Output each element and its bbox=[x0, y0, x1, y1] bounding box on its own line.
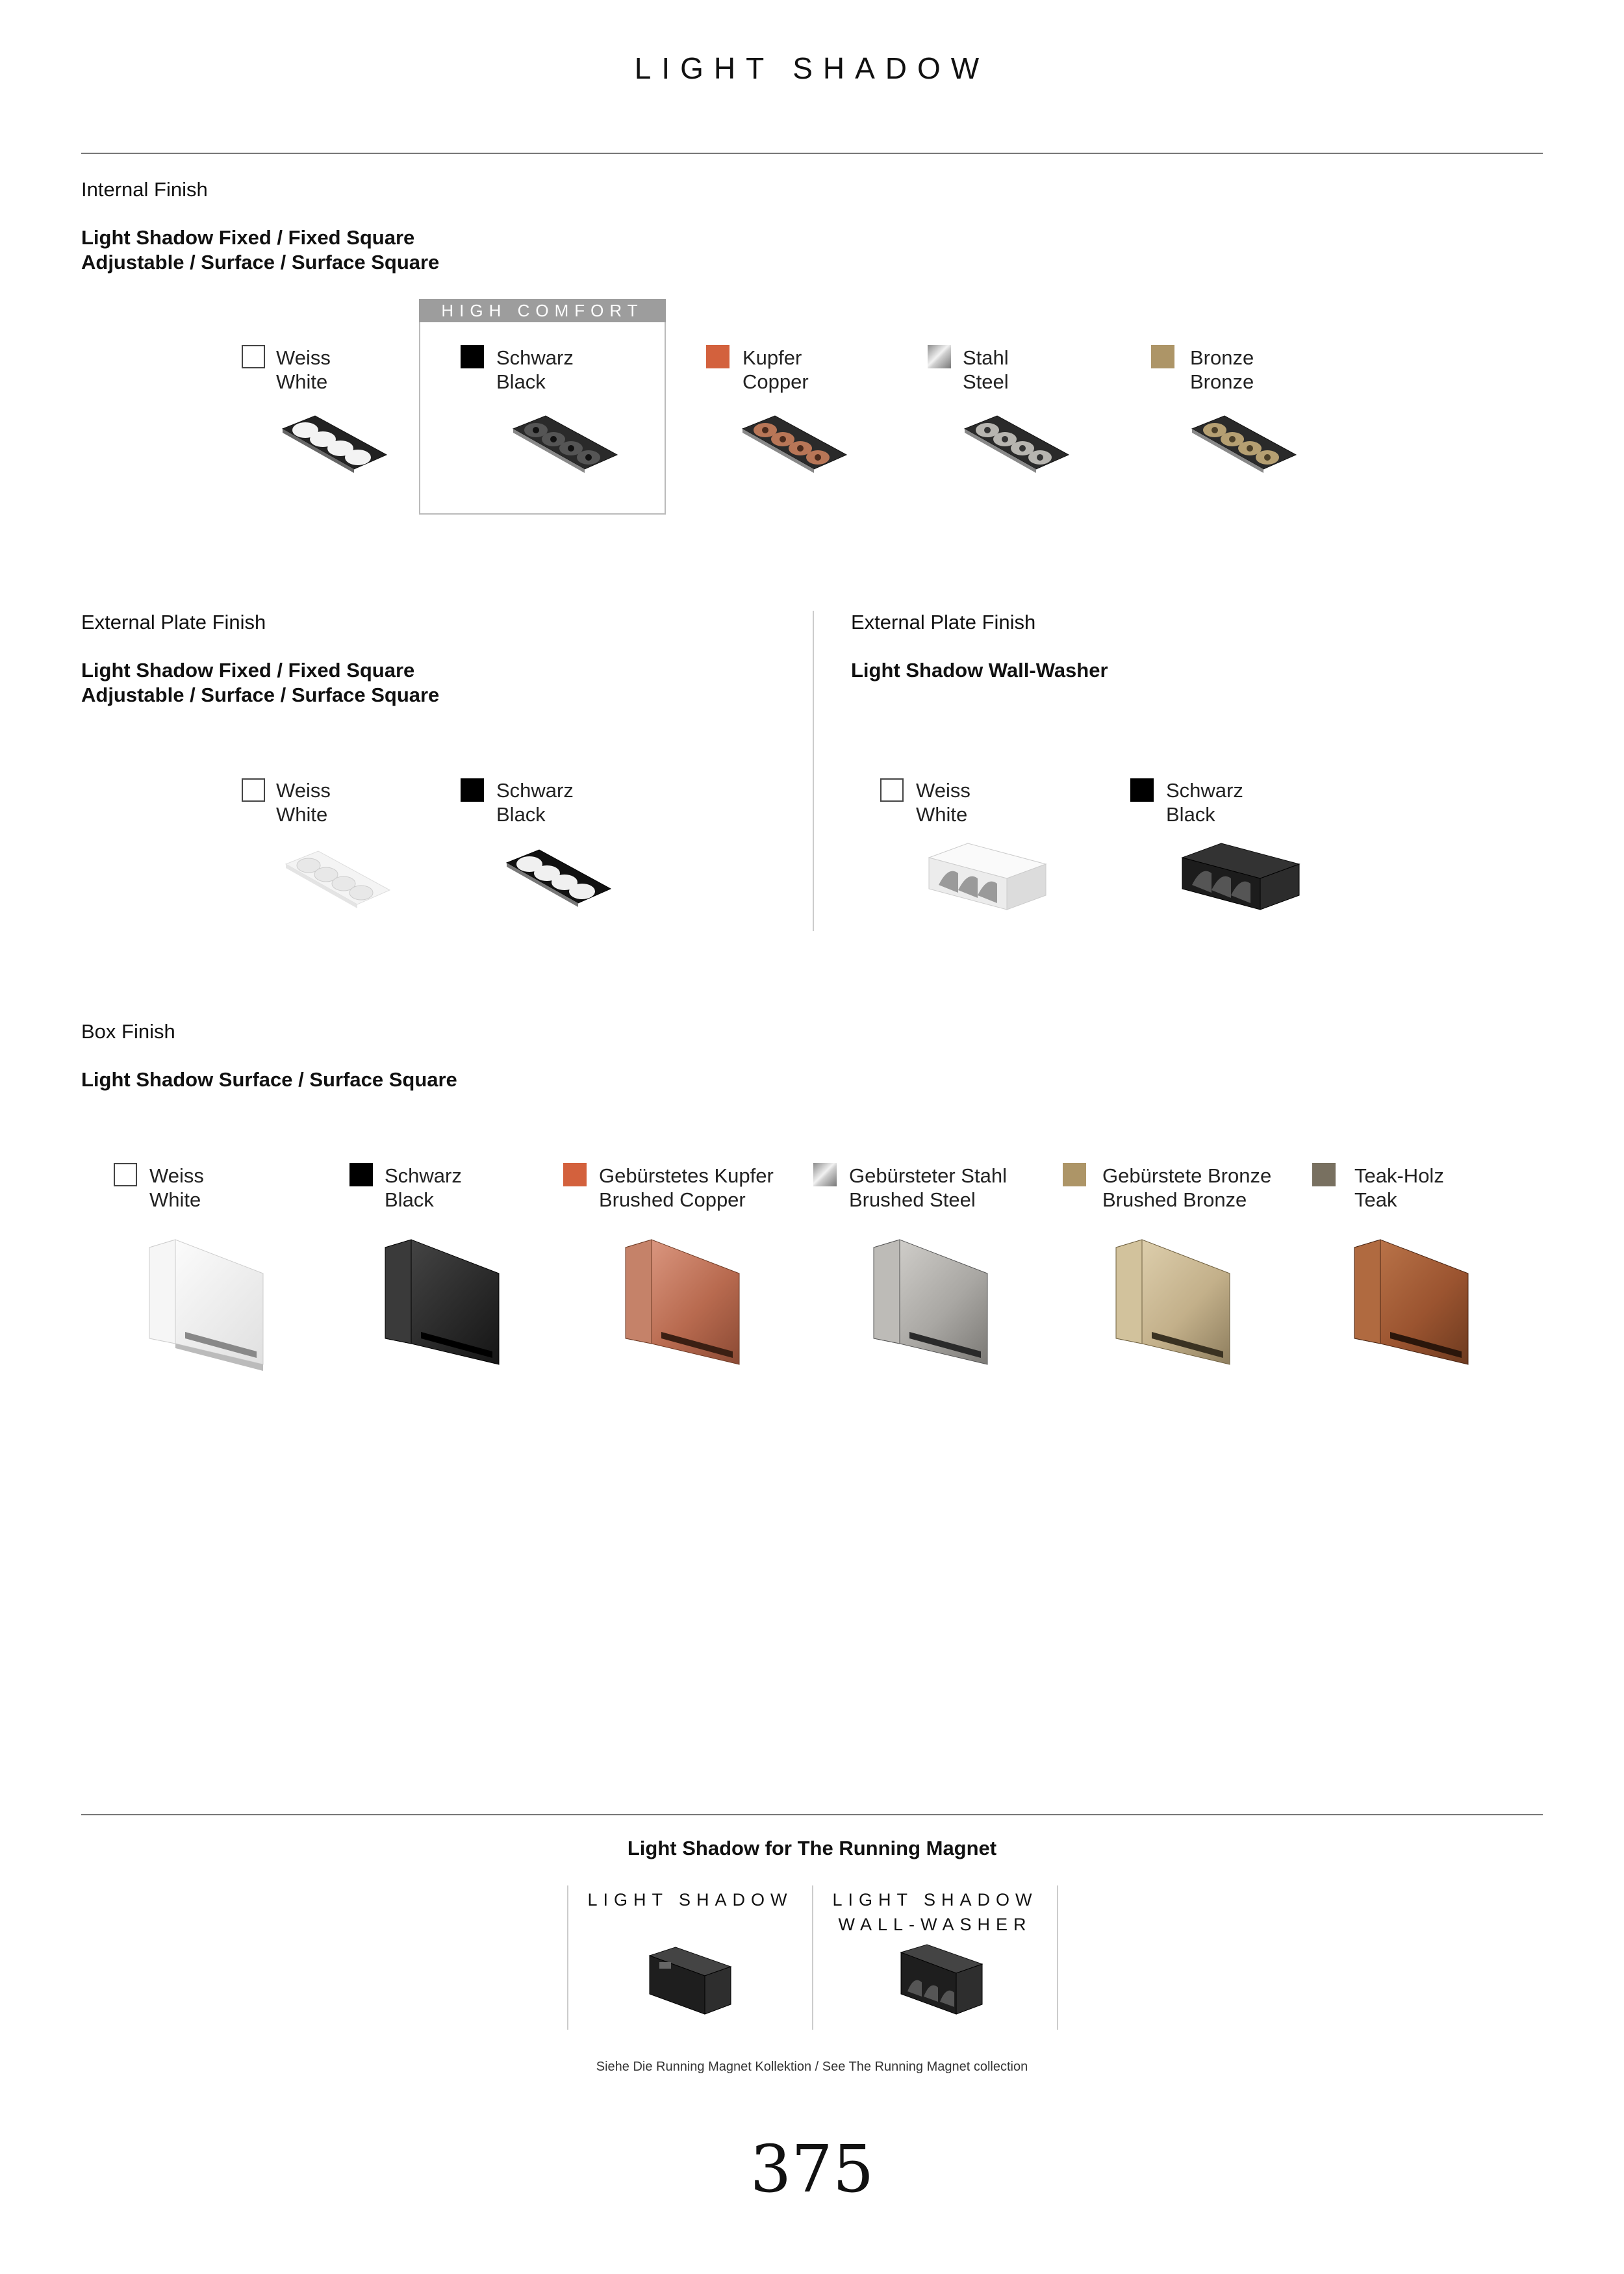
finish-label: Weiss White bbox=[276, 346, 331, 393]
high-comfort-frame bbox=[419, 299, 666, 515]
swatch-steel bbox=[813, 1163, 837, 1186]
finish-label: Stahl Steel bbox=[963, 346, 1009, 393]
running-magnet-note: Siehe Die Running Magnet Kollektion / See The Running Magnet collection bbox=[596, 2060, 1028, 2074]
running-magnet-title: Light Shadow for The Running Magnet bbox=[627, 1837, 997, 1859]
swatch-white bbox=[114, 1163, 137, 1186]
box-finish-subtitle: Light Shadow Surface / Surface Square bbox=[81, 1068, 457, 1091]
finish-label: Weiss White bbox=[149, 1164, 204, 1211]
swatch-white bbox=[242, 778, 265, 802]
page-title: LIGHT SHADOW bbox=[634, 51, 990, 85]
finish-label: Gebürstetes Kupfer Brushed Copper bbox=[599, 1164, 774, 1211]
swatch-steel bbox=[928, 345, 951, 368]
rm-col2-line1: LIGHT SHADOW bbox=[832, 1890, 1038, 1910]
page-number: 375 bbox=[750, 2131, 874, 2207]
recessed-light-white-image bbox=[276, 409, 393, 481]
box-white-image bbox=[140, 1234, 270, 1371]
internal-finish-heading: Internal Finish bbox=[81, 178, 208, 201]
box-bronze-image bbox=[1106, 1234, 1236, 1371]
rm-col2-line2: WALL-WASHER bbox=[838, 1915, 1032, 1934]
swatch-black bbox=[1130, 778, 1154, 802]
rm-divider-right bbox=[1057, 1885, 1058, 2030]
wallwasher-heading: External Plate Finish bbox=[851, 611, 1036, 633]
bottom-divider bbox=[81, 1814, 1543, 1815]
wallwasher-white-image bbox=[922, 838, 1052, 923]
running-magnet-light-shadow-image bbox=[640, 1939, 737, 2024]
rm-col2-label bbox=[813, 1887, 1057, 1937]
swatch-bronze bbox=[1151, 345, 1174, 368]
plate-light-black-image bbox=[500, 843, 617, 915]
finish-label: Gebürstete Bronze Brushed Bronze bbox=[1102, 1164, 1272, 1211]
box-copper-image bbox=[616, 1234, 746, 1371]
running-magnet-wall-washer-image bbox=[891, 1939, 989, 2024]
external-plate-subtitle-line1: Light Shadow Fixed / Fixed Square bbox=[81, 659, 415, 682]
finish-label: Kupfer Copper bbox=[742, 346, 809, 393]
swatch-black bbox=[349, 1163, 373, 1186]
finish-label: Schwarz Black bbox=[385, 1164, 462, 1211]
section-divider bbox=[813, 611, 814, 931]
internal-subtitle-line1: Light Shadow Fixed / Fixed Square bbox=[81, 226, 415, 249]
box-steel-image bbox=[864, 1234, 994, 1371]
recessed-light-black-image bbox=[507, 409, 624, 481]
plate-light-white-image bbox=[279, 845, 396, 916]
finish-label: Teak-Holz Teak bbox=[1354, 1164, 1444, 1211]
finish-label: Bronze Bronze bbox=[1190, 346, 1254, 393]
recessed-light-steel-image bbox=[958, 409, 1075, 481]
swatch-teak bbox=[1312, 1163, 1336, 1186]
rm-col1-label: LIGHT SHADOW bbox=[587, 1890, 793, 1910]
wallwasher-subtitle: Light Shadow Wall-Washer bbox=[851, 659, 1108, 682]
swatch-black bbox=[461, 345, 484, 368]
top-divider bbox=[81, 153, 1543, 154]
external-plate-subtitle-line2: Adjustable / Surface / Surface Square bbox=[81, 683, 440, 706]
swatch-bronze bbox=[1063, 1163, 1086, 1186]
swatch-white bbox=[242, 345, 265, 368]
finish-label: Weiss White bbox=[916, 779, 971, 826]
swatch-copper bbox=[563, 1163, 587, 1186]
box-finish-heading: Box Finish bbox=[81, 1020, 175, 1043]
box-black-image bbox=[375, 1234, 505, 1371]
wallwasher-black-image bbox=[1176, 838, 1306, 923]
box-teak-image bbox=[1345, 1234, 1475, 1371]
external-plate-subtitle bbox=[81, 658, 439, 708]
swatch-white bbox=[880, 778, 904, 802]
recessed-light-copper-image bbox=[736, 409, 853, 481]
finish-label: Schwarz Black bbox=[496, 346, 574, 393]
finish-label: Schwarz Black bbox=[496, 779, 574, 826]
finish-label: Gebürsteter Stahl Brushed Steel bbox=[849, 1164, 1007, 1211]
swatch-copper bbox=[706, 345, 730, 368]
finish-label: Weiss White bbox=[276, 779, 331, 826]
recessed-light-bronze-image bbox=[1186, 409, 1302, 481]
swatch-black bbox=[461, 778, 484, 802]
finish-label: Schwarz Black bbox=[1166, 779, 1243, 826]
high-comfort-badge: HIGH COMFORT bbox=[419, 299, 666, 322]
internal-subtitle bbox=[81, 225, 439, 275]
external-plate-heading: External Plate Finish bbox=[81, 611, 266, 633]
internal-subtitle-line2: Adjustable / Surface / Surface Square bbox=[81, 251, 440, 274]
